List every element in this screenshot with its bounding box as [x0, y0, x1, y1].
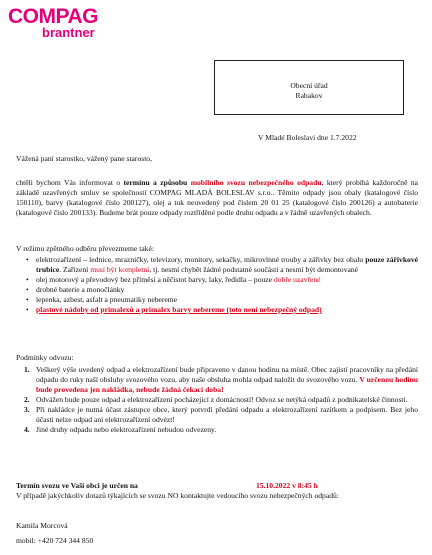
conditions-list — [22, 365, 418, 435]
condition-text: Veškerý výše uvedený odpad a elektrozařízení bude připraveno v danou hodinu na místě. Obec zajistí pracovníky na předání odpadu do ruky naší obsluhy svozového vozu, aby naše obsluha mohla odpad naložit do svozového vozu. — [36, 365, 418, 385]
condition-warning: V určenou hodinu bude provedena jen nakládka, nebude žádná čekací doba! — [36, 375, 418, 395]
item-red: musí být kompletní — [90, 265, 150, 275]
item-text: , tj. nesmí chybět žádné podstatné součásti a nesmí být demontované — [149, 265, 359, 275]
term-value: 15.10.2022 v 8:45 h — [256, 481, 318, 490]
condition-number: 2. — [24, 395, 30, 405]
condition-item — [22, 405, 418, 425]
logo-sub-text: brantner — [42, 25, 95, 40]
list-item — [22, 255, 418, 275]
condition-item — [22, 365, 418, 395]
intro-text-4: mobilního svozu nebezpečného odpadu — [190, 178, 322, 187]
company-logo — [8, 6, 98, 50]
item-red: dobře uzavřené — [273, 275, 321, 285]
item-bold: pouze zářivkové trubice — [36, 255, 419, 275]
condition-text: Odvážen bude pouze odpad a elektrozařízení pocházející z domácností! Odvoz se netýká odpadů z podnikatelské činnosti. — [36, 395, 408, 405]
list-item — [22, 285, 418, 295]
intro-text-2: termínu a způsobu — [123, 178, 188, 187]
item-text: drobné baterie a monočlánky — [36, 285, 125, 295]
contact-name: Kamila Morcová — [16, 521, 68, 530]
contact-phone: mobil: +420 724 344 850 — [16, 536, 94, 545]
letter-date: V Mladé Boleslavi dne 1.7.2022 — [258, 133, 357, 142]
condition-item — [22, 425, 418, 435]
address-line-2: Rabakov — [295, 91, 323, 100]
condition-number: 4. — [24, 425, 30, 435]
list-item — [22, 275, 418, 285]
takeback-list — [22, 255, 418, 315]
item-red-underline: plastové nádoby od primalexů a primalex barvy nebereme (toto není nebezpečný odpad) — [36, 305, 322, 315]
contact-info-text: V případě jakýchkoliv dotazů týkajících se svozu NO kontaktujte vedoucího svozu nebezpečných odpadů: — [16, 491, 339, 500]
condition-number: 1. — [24, 365, 30, 374]
recipient-address-box — [214, 60, 404, 115]
address-line-1: Obecní úřad — [290, 81, 328, 90]
item-text: olej motorový a převodový bez příměsí a něčistot barvy, laky, ředidla – pouze — [36, 275, 274, 285]
collection-term — [16, 481, 418, 491]
intro-text-5: , který probíhá každoročně na základě uzavřených smluv se společností COMPAG MLADÁ BOLESLAV s.r.o.. Těmito odpady jsou obaly (katalogové číslo 150110), barvy (katalogové číslo 200127), olej a tuk neuvedený pod číslem 20 01 25 (katalogové číslo 200126) a autobaterie (katalogové číslo 200133). Budeme brát pouze odpady roztříděné podle druhu odpadu a v řádně uzavřených obalech. — [16, 178, 418, 218]
condition-text: Jiné druhy odpadu nebo elektrozařízení nebudou odvezeny. — [36, 425, 217, 435]
item-text: . Zařízení — [59, 265, 91, 275]
intro-paragraph — [16, 178, 418, 218]
list-item — [22, 295, 418, 305]
logo-main-text: COMPAG — [8, 5, 98, 28]
condition-item — [22, 395, 418, 405]
takeback-intro: V režimu zpětného odběru převezmeme také: — [16, 244, 154, 253]
conditions-title: Podmínky odvozu: — [16, 353, 74, 362]
item-text: lepenka, azbest, asfalt a pneumatiky nebereme — [36, 295, 178, 305]
term-label: Termín svozu ve Vaší obci je určen na — [16, 481, 138, 490]
condition-number: 3. — [24, 405, 30, 415]
greeting: Vážená paní starostko, vážený pane starosto, — [16, 154, 153, 163]
list-item — [22, 305, 418, 315]
intro-text-1: chtěli bychom Vás informovat o — [16, 178, 124, 187]
condition-text: Při nakládce je nutná účast zástupce obce, který potvrdí předání odpadu a elektrozařízení razítkem a podpisem. Bez jeho účasti nelze odpad ani elektrozařízení odvézt! — [36, 405, 418, 425]
item-text: elektrozařízení – lednice, mrazničky, televizory, monitory, sekačky, mikrovlnné trouby a zářivky bez obalu — [36, 255, 366, 264]
